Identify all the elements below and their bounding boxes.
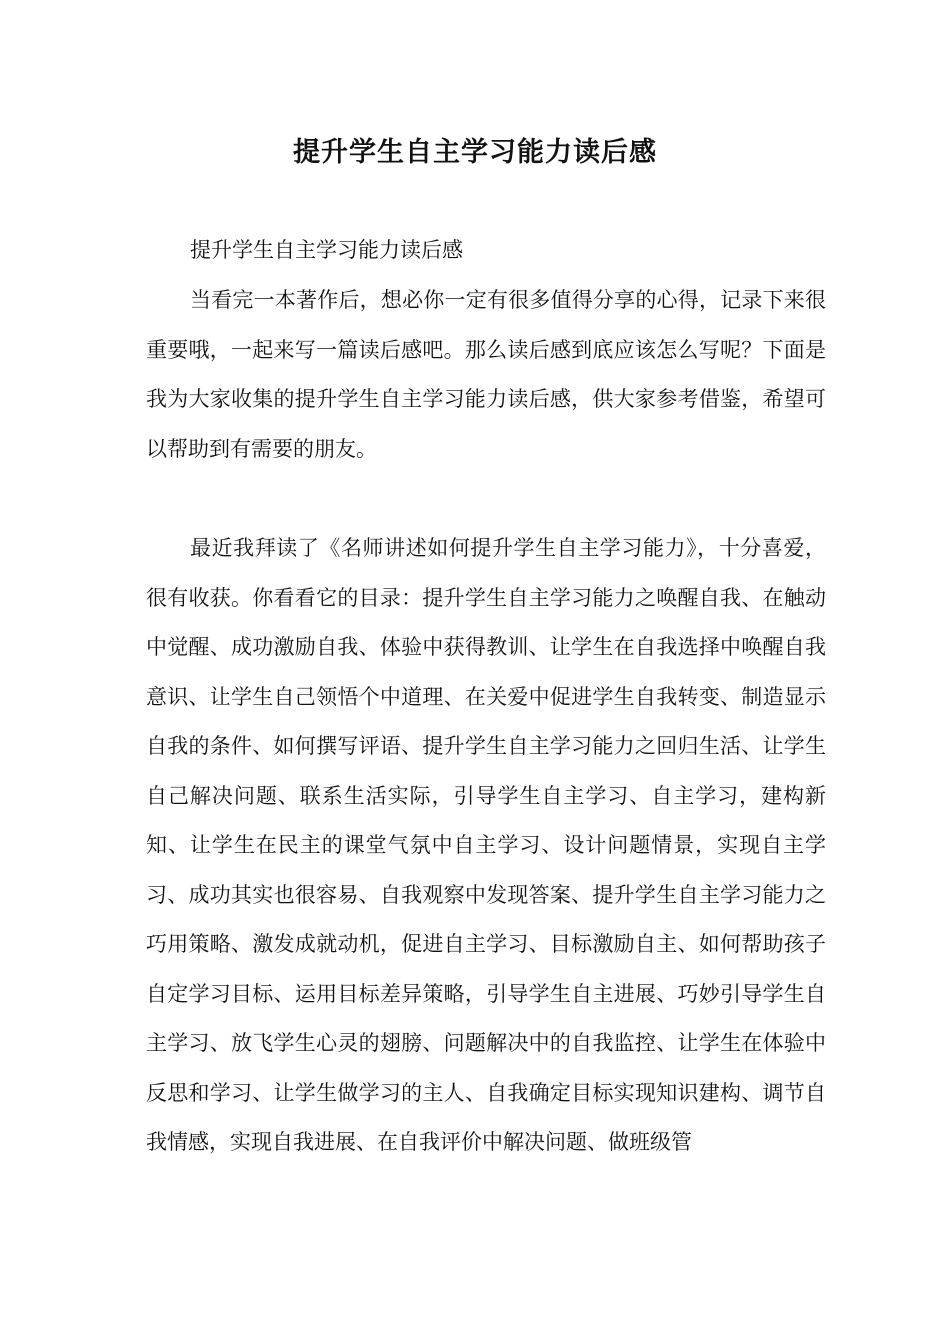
document-subtitle: 提升学生自主学习能力读后感 — [190, 238, 463, 262]
main-paragraph: 最近我拜读了《名师讲述如何提升学生自主学习能力》，十分喜爱，很有收获。你看看它的目录：提升学生自主学习能力之唤醒自我、在触动中觉醒、成功激励自我、体验中获得教训、让学生在自我选择中唤醒自我意识、让学生自己领悟个中道理、在关爱中促进学生自我转变、制造显示自我的条件、如何撰写评语、提升学生自主学习能力之回归生活、让学生自己解决问题、联系生活实际，引导学生自主学习、自主学习，建构新知、让学生在民主的课堂气氛中自主学习、设计问题情景，实现自主学习、成功其实也很容易、自我观察中发现答案、提升学生自主学习能力之巧用策略、激发成就动机，促进自主学习、目标激励自主、如何帮助孩子自定学习目标、运用目标差异策略，引导学生自主进展、巧妙引导学生自主学习、放飞学生心灵的翅膀、问题解决中的自我监控、让学生在体验中反思和学习、让学生做学习的主人、自我确定目标实现知识建构、调节自我情感，实现自我进展、在自我评价中解决问题、做班级管 — [146, 536, 826, 1154]
document-title: 提升学生自主学习能力读后感 — [293, 137, 657, 168]
intro-paragraph: 当看完一本著作后，想必你一定有很多值得分享的心得，记录下来很重要哦，一起来写一篇读后感吧。那么读后感到底应该怎么写呢？下面是我为大家收集的提升学生自主学习能力读后感，供大家参考借鉴，希望可以帮助到有需要的朋友。 — [146, 288, 826, 461]
